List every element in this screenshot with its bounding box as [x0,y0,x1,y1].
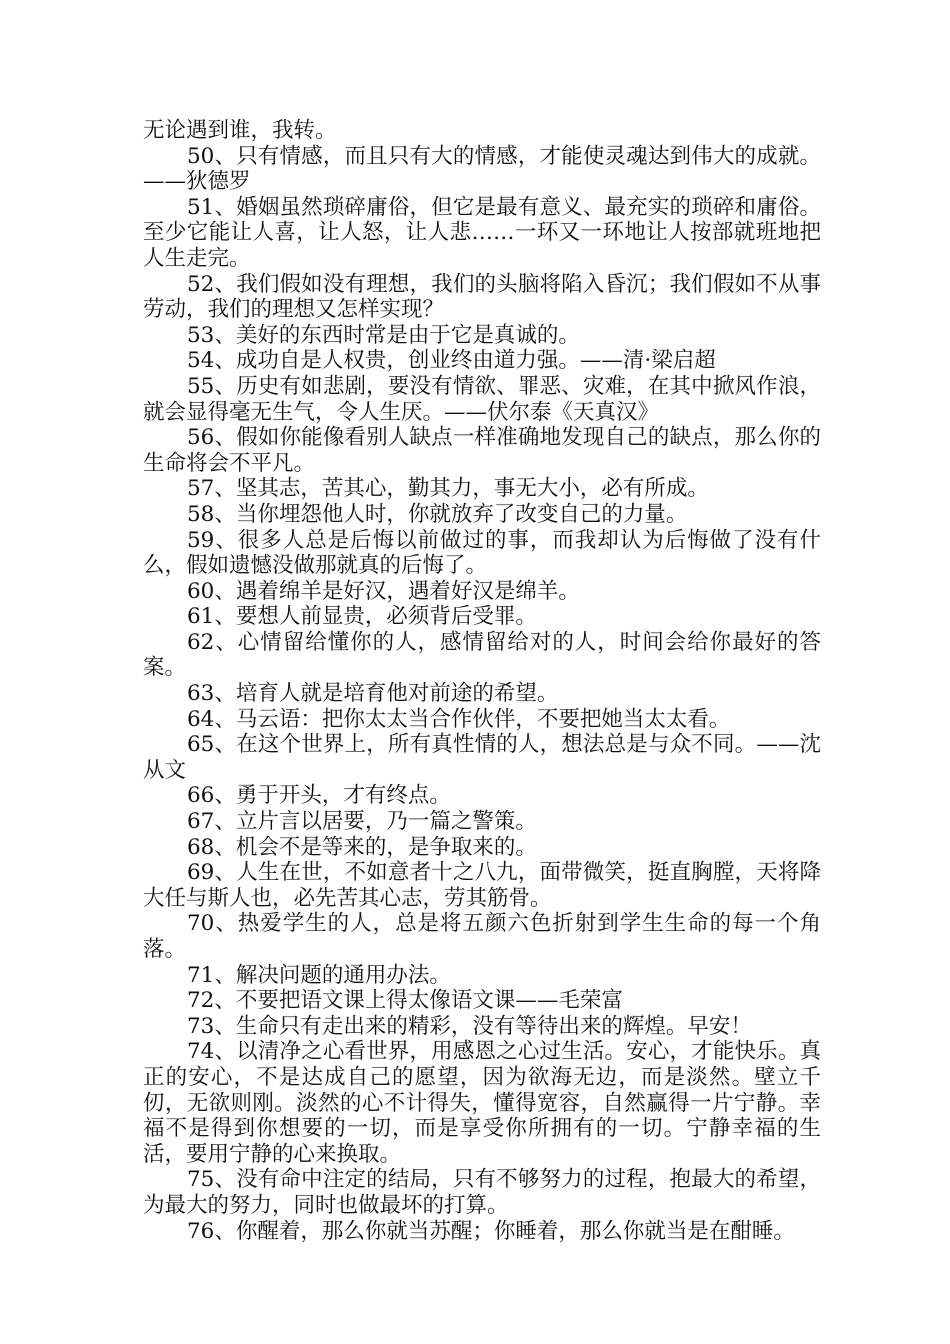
paragraph: 66、勇于开头，才有终点。 [187,783,451,809]
paragraph: 72、不要把语文课上得太像语文课——毛荣富 [187,988,623,1014]
paragraph: 59、很多人总是后悔以前做过的事，而我却认为后悔做了没有什么，假如遗憾没做那就真的后悔了。 [143,527,821,579]
paragraph: 71、解决问题的通用办法。 [187,962,451,988]
paragraph: 50、只有情感，而且只有大的情感，才能使灵魂达到伟大的成就。——狄德罗 [143,143,821,195]
paragraph: 54、成功自是人权贵，创业终由道力强。——清·梁启超 [187,348,716,374]
paragraph: 68、机会不是等来的，是争取来的。 [187,834,537,860]
paragraph: 75、没有命中注定的结局，只有不够努力的过程，抱最大的希望，为最大的努力，同时也做最坏的打算。 [143,1167,821,1218]
paragraph: 56、假如你能像看别人缺点一样准确地发现自己的缺点，那么你的生命将会不平凡。 [143,425,821,476]
paragraph: 无论遇到谁，我转。 [143,118,337,143]
paragraph: 52、我们假如没有理想，我们的头脑将陷入昏沉；我们假如不从事劳动，我们的理想又怎样实现？ [143,271,821,323]
document-body [143,118,821,1244]
paragraph: 60、遇着绵羊是好汉，遇着好汉是绵羊。 [187,578,580,604]
paragraph: 55、历史有如悲剧，要没有情欲、罪恶、灾难，在其中掀风作浪，就会显得毫无生气，令人生厌。——伏尔泰《天真汉》 [143,373,821,425]
paragraph: 73、生命只有走出来的精彩，没有等待出来的辉煌。早安！ [187,1013,752,1039]
paragraph: 57、坚其志，苦其心，勤其力，事无大小，必有所成。 [187,476,709,502]
paragraph: 58、当你埋怨他人时，你就放弃了改变自己的力量。 [187,501,688,527]
paragraph: 63、培育人就是培育他对前途的希望。 [187,681,559,707]
paragraph: 70、热爱学生的人，总是将五颜六色折射到学生生命的每一个角落。 [143,911,821,962]
paragraph: 74、以清净之心看世界，用感恩之心过生活。安心，才能快乐。真正的安心，不是达成自己的愿望，因为欲海无边，而是淡然。壁立千仞，无欲则刚。淡然的心不计得失，懂得宽容，自然赢得一片宁静。幸福不是得到你想要的一切，而是享受你所拥有的一切。宁静幸福的生活，要用宁静的心来换取。 [143,1039,821,1167]
paragraph: 65、在这个世界上，所有真性情的人，想法总是与众不同。——沈从文 [143,732,821,783]
paragraph: 61、要想人前显贵，必须背后受罪。 [187,604,537,630]
paragraph: 76、你醒着，那么你就当苏醒；你睡着，那么你就当是在酣睡。 [187,1218,795,1244]
paragraph: 51、婚姻虽然琐碎庸俗，但它是最有意义、最充实的琐碎和庸俗。至少它能让人喜，让人怒，让人悲……一环又一环地让人按部就班地把人生走完。 [143,194,821,271]
paragraph: 53、美好的东西时常是由于它是真诚的。 [187,322,580,348]
paragraph: 64、马云语：把你太太当合作伙伴，不要把她当太太看。 [187,706,731,732]
paragraph: 69、人生在世，不如意者十之八九，面带微笑，挺直胸膛，天将降大任与斯人也，必先苦其心志，劳其筋骨。 [143,860,821,911]
paragraph: 62、心情留给懂你的人，感情留给对的人，时间会给你最好的答案。 [143,629,821,681]
paragraph: 67、立片言以居要，乃一篇之警策。 [187,809,537,835]
